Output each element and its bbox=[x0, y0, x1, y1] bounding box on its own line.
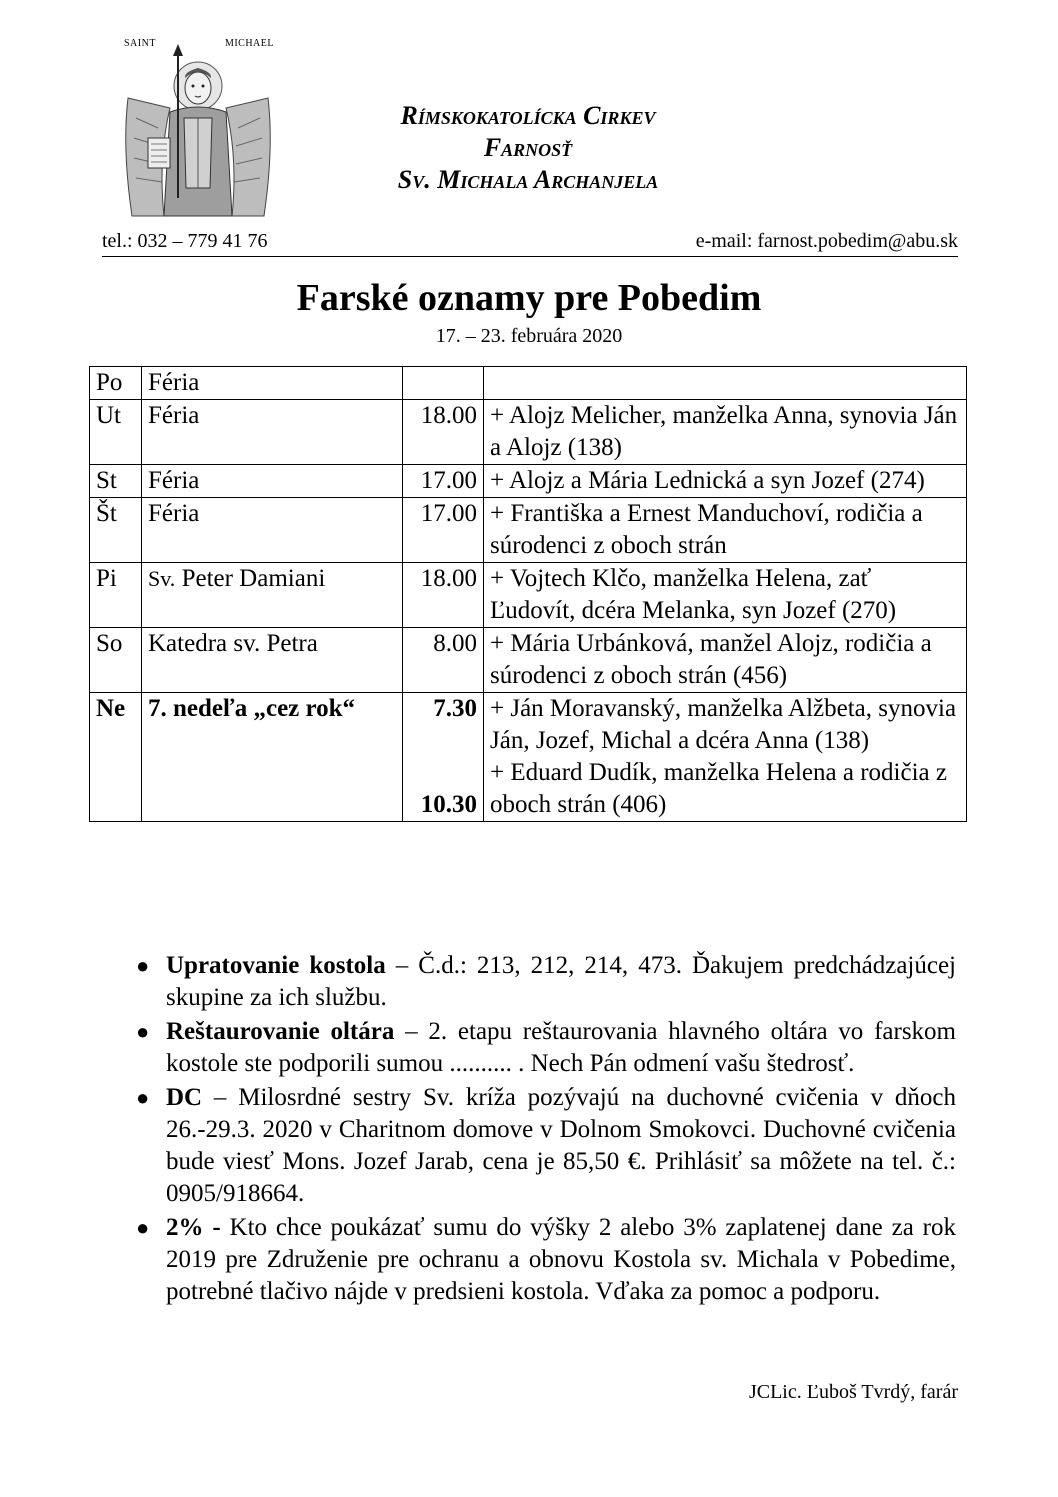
feast-cell: Féria bbox=[142, 498, 403, 563]
announcements-list bbox=[132, 950, 956, 1310]
mass-schedule-table bbox=[89, 366, 967, 822]
page-title: Farské oznamy pre Pobedim bbox=[296, 277, 762, 319]
time-cell: 18.00 bbox=[403, 563, 484, 628]
announcement-text: – 2. etapu reštaurovania hlavného oltára vo farskom kostole ste podporili sumou .......... . Nech Pán odmení vašu štedrosť. bbox=[166, 1018, 956, 1077]
intention-second: + Eduard Dudík, manželka Helena a rodičia z oboch strán (406) bbox=[490, 759, 947, 818]
org-line-2: Farnosť bbox=[483, 133, 573, 162]
time-cell: 8.00 bbox=[403, 628, 484, 693]
day-cell: Pi bbox=[90, 563, 142, 628]
intention-cell: + Alojz a Mária Lednická a syn Jozef (274) bbox=[484, 465, 967, 498]
bullet-icon: ● bbox=[136, 1215, 150, 1240]
table-row bbox=[90, 563, 967, 628]
feast-cell bbox=[142, 563, 403, 628]
announcement-lead: Upratovanie kostola bbox=[166, 952, 386, 979]
intention-first: + Ján Moravanský, manželka Alžbeta, synovia Ján, Jozef, Michal a dcéra Anna (138) bbox=[490, 695, 957, 754]
feast-cell: Féria bbox=[142, 367, 403, 400]
table-row bbox=[90, 465, 967, 498]
table-row bbox=[90, 693, 967, 822]
phone-number: tel.: 032 – 779 41 76 bbox=[102, 230, 268, 252]
table-row bbox=[90, 367, 967, 400]
email-address: e-mail: farnost.pobedim@abu.sk bbox=[695, 230, 958, 252]
icon-caption-right: MICHAEL bbox=[224, 38, 274, 49]
announcement-text: – Milosrdné sestry Sv. kríža pozývajú na duchovné cvičenia v dňoch 26.-29.3. 2020 v Charitnom domove v Dolnom Smokovci. Duchovné cvičenia bude viesť Mons. Jozef Jarab, cena je 85,50 €. Prihlásiť sa môžete na tel. č.: 0905/918664. bbox=[166, 1084, 956, 1207]
bullet-icon: ● bbox=[136, 953, 150, 978]
time-cell: 17.00 bbox=[403, 465, 484, 498]
parish-name bbox=[300, 100, 756, 196]
day-cell: Ut bbox=[90, 400, 142, 465]
announcement-lead: DC bbox=[166, 1084, 203, 1111]
announcement-lead: Reštaurovanie oltára bbox=[166, 1018, 395, 1045]
intention-cell: + Alojz Melicher, manželka Anna, synovia Ján a Alojz (138) bbox=[484, 400, 967, 465]
announcement-text: Kto chce poukázať sumu do výšky 2 alebo 3% zaplatenej dane za rok 2019 pre Združenie pre ochranu a obnovu Kostola sv. Michala v Pobedime, potrebné tlačivo nájde v predsieni kostola. Vďaka za pomoc a podporu. bbox=[166, 1214, 956, 1305]
time-cell bbox=[403, 693, 484, 822]
announcement-text: – Č.d.: 213, 212, 214, 473. Ďakujem predchádzajúcej skupine za ich službu. bbox=[166, 952, 956, 1011]
day-cell: Št bbox=[90, 498, 142, 563]
intention-cell: + Františka a Ernest Manduchoví, rodičia a súrodenci z oboch strán bbox=[484, 498, 967, 563]
list-item bbox=[132, 950, 956, 1014]
feast-cell: Katedra sv. Petra bbox=[142, 628, 403, 693]
feast-prefix: Sv. bbox=[148, 566, 176, 591]
table-row bbox=[90, 498, 967, 563]
feast-cell: 7. nedeľa „cez rok“ bbox=[142, 693, 403, 822]
day-cell: So bbox=[90, 628, 142, 693]
bullet-icon: ● bbox=[136, 1019, 150, 1044]
time-spacer bbox=[409, 725, 477, 789]
time-cell: 18.00 bbox=[403, 400, 484, 465]
day-cell: St bbox=[90, 465, 142, 498]
feast-cell: Féria bbox=[142, 465, 403, 498]
table-row bbox=[90, 628, 967, 693]
org-line-1: Rímskokatolícka Cirkev bbox=[400, 101, 656, 130]
intention-cell bbox=[484, 367, 967, 400]
intention-cell bbox=[484, 693, 967, 822]
intention-cell: + Vojtech Klčo, manželka Helena, zať Ľudovít, dcéra Melanka, syn Jozef (270) bbox=[484, 563, 967, 628]
intention-cell: + Mária Urbánková, manžel Alojz, rodičia a súrodenci z oboch strán (456) bbox=[484, 628, 967, 693]
time-cell bbox=[403, 367, 484, 400]
day-cell: Ne bbox=[90, 693, 142, 822]
feast-cell: Féria bbox=[142, 400, 403, 465]
list-item bbox=[132, 1016, 956, 1080]
time-second: 10.30 bbox=[420, 791, 477, 818]
table-row bbox=[90, 400, 967, 465]
announcement-lead: 2% - bbox=[166, 1214, 221, 1241]
time-cell: 17.00 bbox=[403, 498, 484, 563]
saint-michael-icon bbox=[118, 38, 278, 226]
day-cell: Po bbox=[90, 367, 142, 400]
feast-name: Peter Damiani bbox=[181, 565, 326, 592]
list-item bbox=[132, 1082, 956, 1210]
date-range: 17. – 23. februára 2020 bbox=[435, 325, 623, 347]
signature: JCLic. Ľuboš Tvrdý, farár bbox=[748, 1381, 958, 1403]
bullet-icon: ● bbox=[136, 1085, 150, 1110]
org-line-3: Sv. Michala Archanjela bbox=[397, 165, 659, 194]
list-item bbox=[132, 1212, 956, 1308]
icon-caption-left: SAINT bbox=[124, 38, 156, 49]
contact-line bbox=[102, 228, 958, 257]
time-first: 7.30 bbox=[433, 695, 477, 722]
